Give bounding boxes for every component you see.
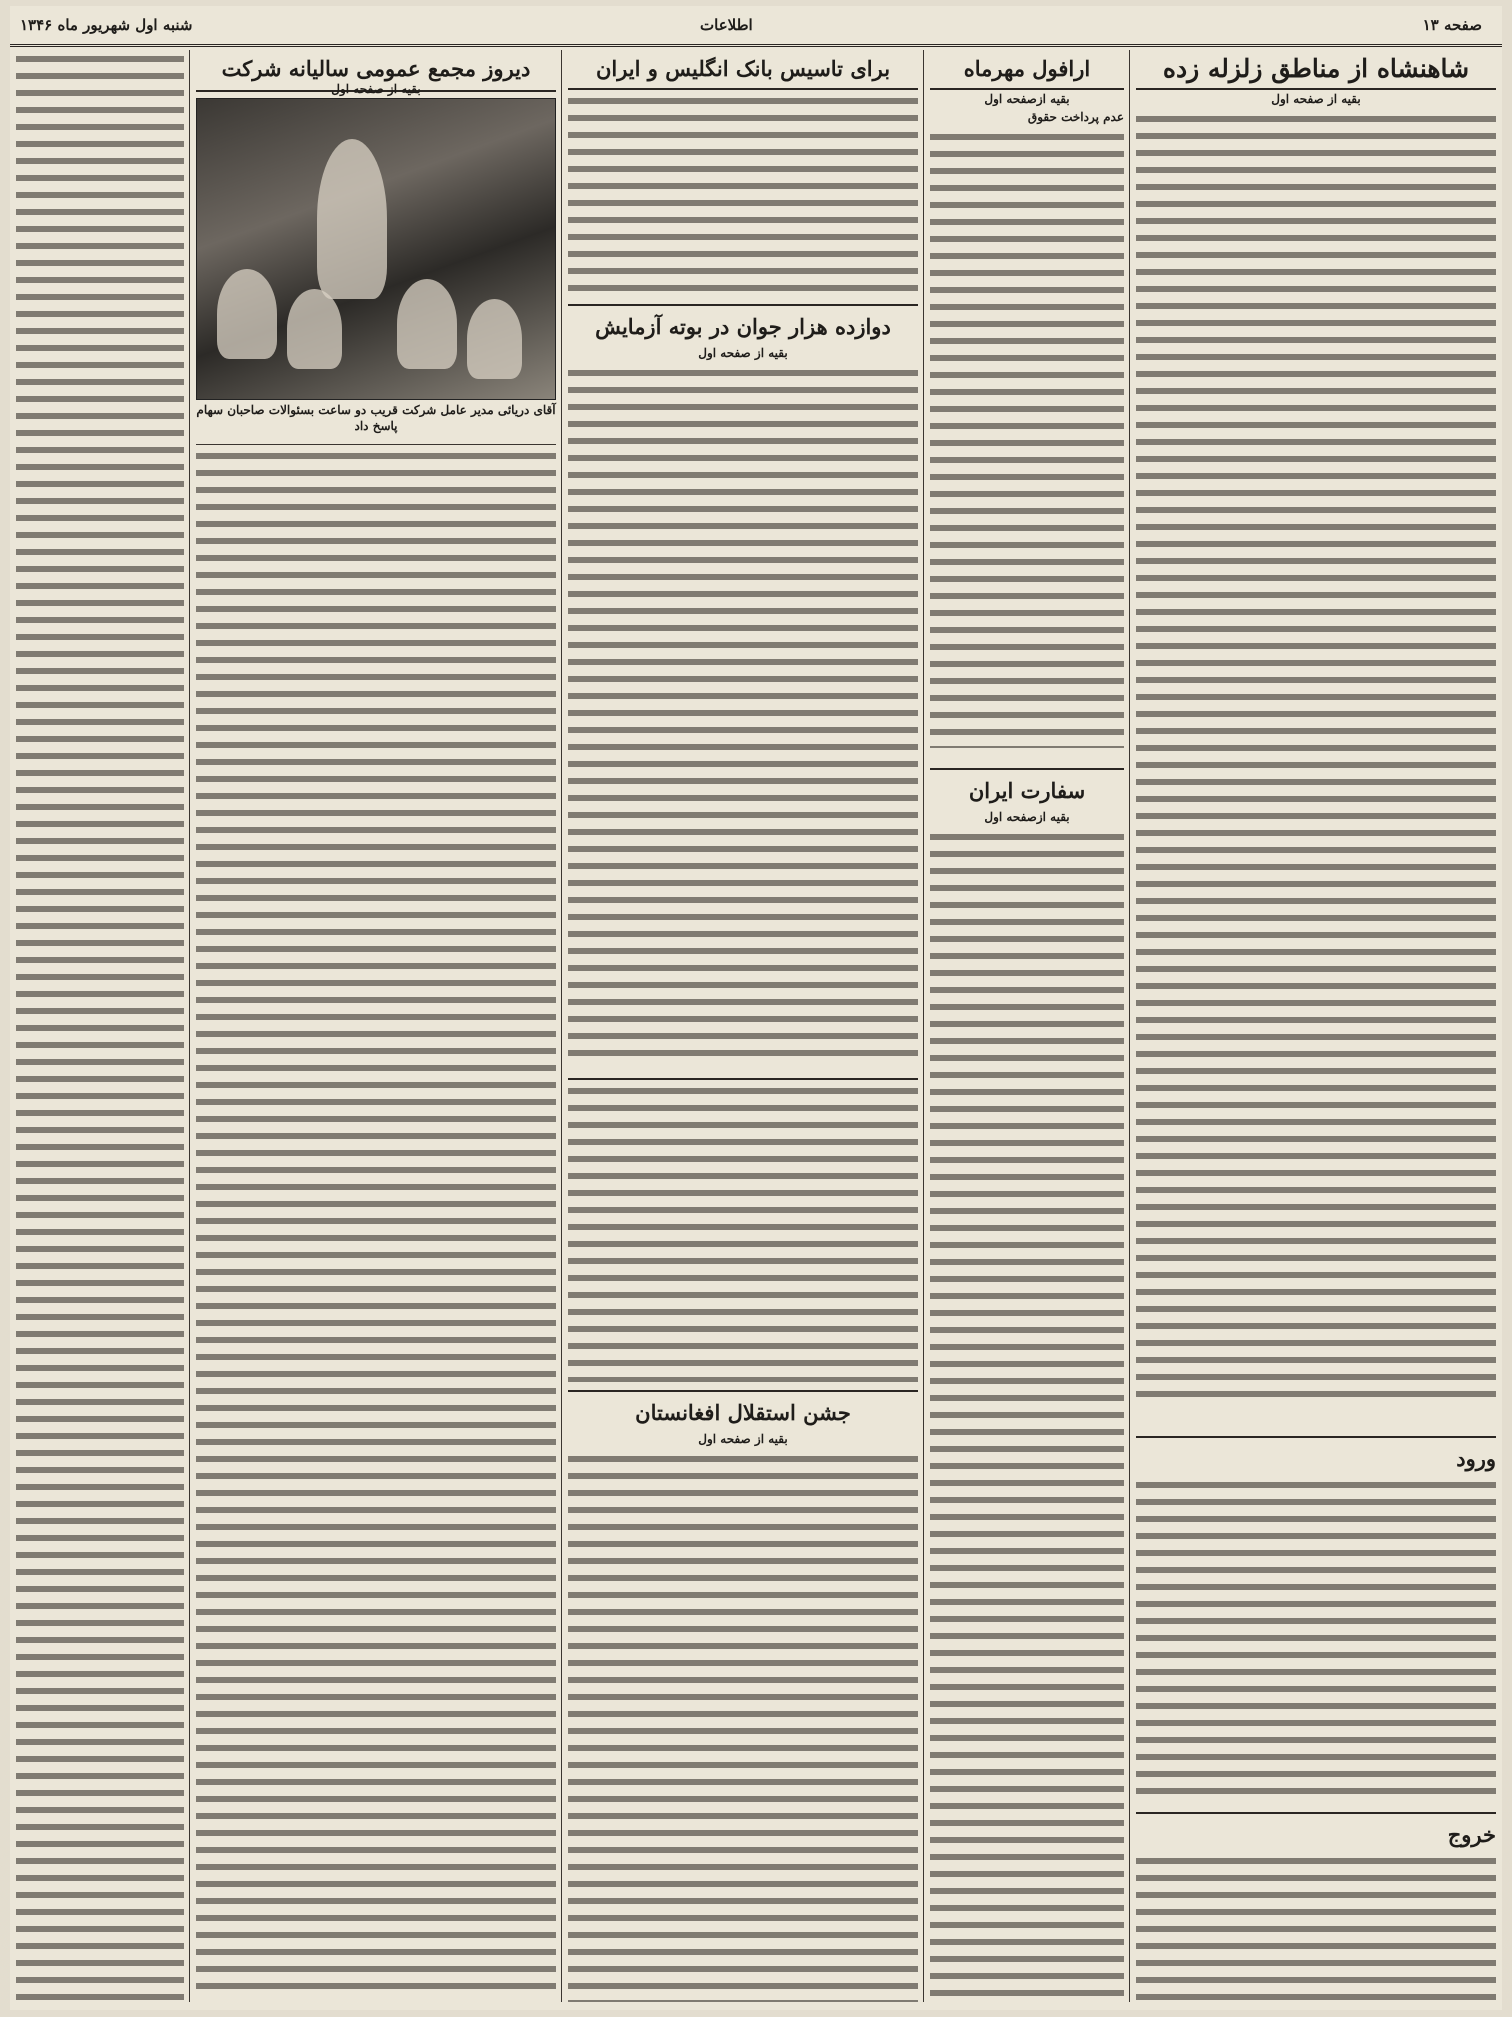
article-protests	[568, 1076, 918, 1384]
column-1	[1129, 50, 1502, 2002]
article-body	[1136, 110, 1496, 1400]
headline-iran-embassy: سفارت ایران	[968, 778, 1086, 803]
article-mehr-holiday	[930, 50, 1124, 762]
article-continuation	[16, 50, 184, 2002]
continued-note: بقیه ازصفحه اول	[984, 810, 1070, 824]
continued-note: بقیه از صفحه اول	[698, 346, 788, 360]
article-body	[568, 1082, 918, 1382]
newspaper-page	[10, 6, 1502, 2010]
page-header	[10, 6, 1502, 47]
continued-note: بقیه از صفحه اول	[331, 82, 421, 96]
article-body	[568, 92, 918, 292]
headline-afghan-independence: جشن استقلال افغانستان	[635, 1400, 851, 1425]
headline-bank-founding: برای تاسیس بانک انگلیس و ایران	[595, 56, 891, 81]
article-youth-exam	[568, 302, 918, 1072]
article-body	[196, 447, 556, 1997]
article-body	[568, 364, 918, 1064]
newspaper-name: اطلاعات	[700, 16, 753, 34]
article-body	[568, 1450, 918, 2002]
article-arrival	[1136, 1434, 1496, 1806]
page-number: صفحه ۱۳	[1422, 16, 1482, 34]
column-4	[189, 50, 562, 2002]
article-departure	[1136, 1810, 1496, 2002]
article-shah-earthquake	[1136, 50, 1496, 1430]
article-body	[16, 50, 184, 2000]
issue-date: شنبه اول شهریور ماه ۱۳۴۶	[20, 16, 193, 34]
headline-departure: خروج	[1447, 1822, 1496, 1847]
article-bank-founding	[568, 50, 918, 298]
subheading-salary: عدم پرداخت حقوق	[1027, 110, 1124, 124]
article-iran-embassy	[930, 766, 1124, 2002]
column-5	[10, 50, 190, 2002]
headline-mehr-holiday: ارافول مهرماه	[963, 56, 1091, 81]
continued-note: بقیه از صفحه اول	[698, 1432, 788, 1446]
headline-agm: دیروز مجمع عمومی سالیانه شرکت	[221, 56, 531, 81]
photo-caption: آقای دریائی مدیر عامل شرکت قریب دو ساعت بسئوالات صاحبان سهام پاسخ داد	[196, 403, 556, 433]
article-body	[930, 828, 1124, 1998]
headline-shah-earthquake: شاهنشاه از مناطق زلزله زده	[1162, 54, 1470, 83]
continued-note: بقیه ازصفحه اول	[984, 92, 1070, 106]
column-3	[561, 50, 924, 2002]
article-body	[1136, 1852, 1496, 2002]
article-body	[1136, 1476, 1496, 1796]
column-2	[923, 50, 1130, 2002]
continued-note: بقیه از صفحه اول	[1271, 92, 1361, 106]
headline-youth-exam: دوازده هزار جوان در بوته آزمایش	[595, 314, 891, 339]
article-body-block	[196, 442, 556, 2002]
shareholders-meeting-photo	[196, 98, 556, 400]
article-body	[930, 128, 1124, 748]
headline-arrival: ورود	[1456, 1446, 1496, 1471]
article-afghan-independence	[568, 1388, 918, 2002]
